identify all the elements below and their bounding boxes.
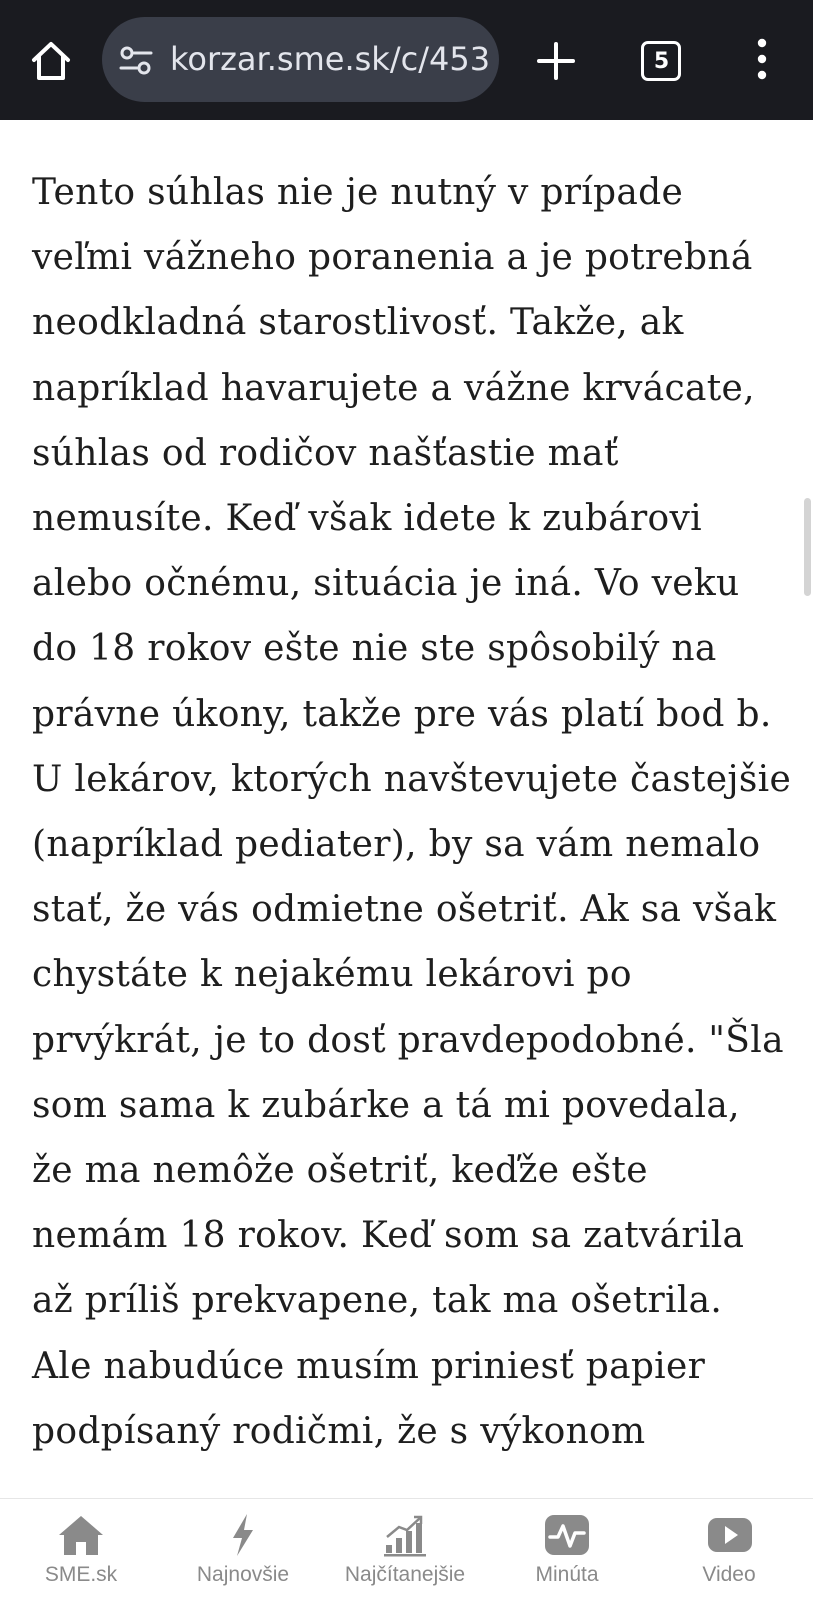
- video-play-icon: [706, 1513, 754, 1557]
- nav-label: Najčítanejšie: [344, 1563, 466, 1586]
- url-bar[interactable]: [102, 17, 499, 102]
- nav-label: Video: [702, 1563, 756, 1586]
- lightning-icon: [219, 1513, 267, 1557]
- article-paragraph: Tento súhlas nie je nutný v prípade veľmi vážneho poranenia a je potrebná neodkladná starostlivosť. Takže, ak napríklad havarujete a vážne krvácate, súhlas od rodičov našťastie mať nemusíte. Keď však idete k zubárovi alebo očnému, situácia je iná. Vo veku do 18 rokov ešte nie ste spôsobilý na právne úkony, takže pre vás platí bod b. U lekárov, ktorých navštevujete častejšie (napríklad pediater), by sa vám nemalo stať, že vás odmietne ošetriť. Ak sa však chystáte k nejakému lekárovi po prvýkrát, je to dosť pravdepodobné. "Šla som sama k zubárke a tá mi povedala, že ma nemôže ošetriť, keďže ešte nemám 18 rokov. Keď som sa zatvárila až príliš prekvapene, tak ma ošetrila. Ale nabudúce musím priniesť papier podpísaný rodičmi, že s výkonom: [32, 172, 792, 1452]
- nav-label: SME.sk: [44, 1563, 118, 1586]
- nav-item-minuta[interactable]: [486, 1499, 648, 1601]
- url-text[interactable]: korzar.sme.sk/c/453: [170, 40, 491, 78]
- new-tab-icon[interactable]: [533, 38, 579, 84]
- bar-chart-icon: [381, 1513, 429, 1557]
- pulse-icon: [543, 1513, 591, 1557]
- nav-label: Najnovšie: [196, 1563, 290, 1586]
- home-icon: [57, 1513, 105, 1557]
- bottom-navigation: [0, 1498, 813, 1600]
- nav-item-sme-sk[interactable]: [0, 1499, 162, 1601]
- nav-label: Minúta: [535, 1563, 599, 1586]
- nav-item-video[interactable]: [648, 1499, 810, 1601]
- more-menu-icon[interactable]: [742, 36, 782, 82]
- tab-count: 5: [653, 49, 670, 74]
- scrollbar-thumb[interactable]: [804, 498, 811, 596]
- site-settings-icon[interactable]: [118, 43, 154, 79]
- tab-switcher-button[interactable]: [641, 41, 681, 81]
- home-icon[interactable]: [28, 38, 74, 84]
- nav-item-najcitanejsie[interactable]: [324, 1499, 486, 1601]
- browser-toolbar: [0, 0, 813, 120]
- nav-item-najnovsie[interactable]: [162, 1499, 324, 1601]
- article-content: [0, 120, 813, 1500]
